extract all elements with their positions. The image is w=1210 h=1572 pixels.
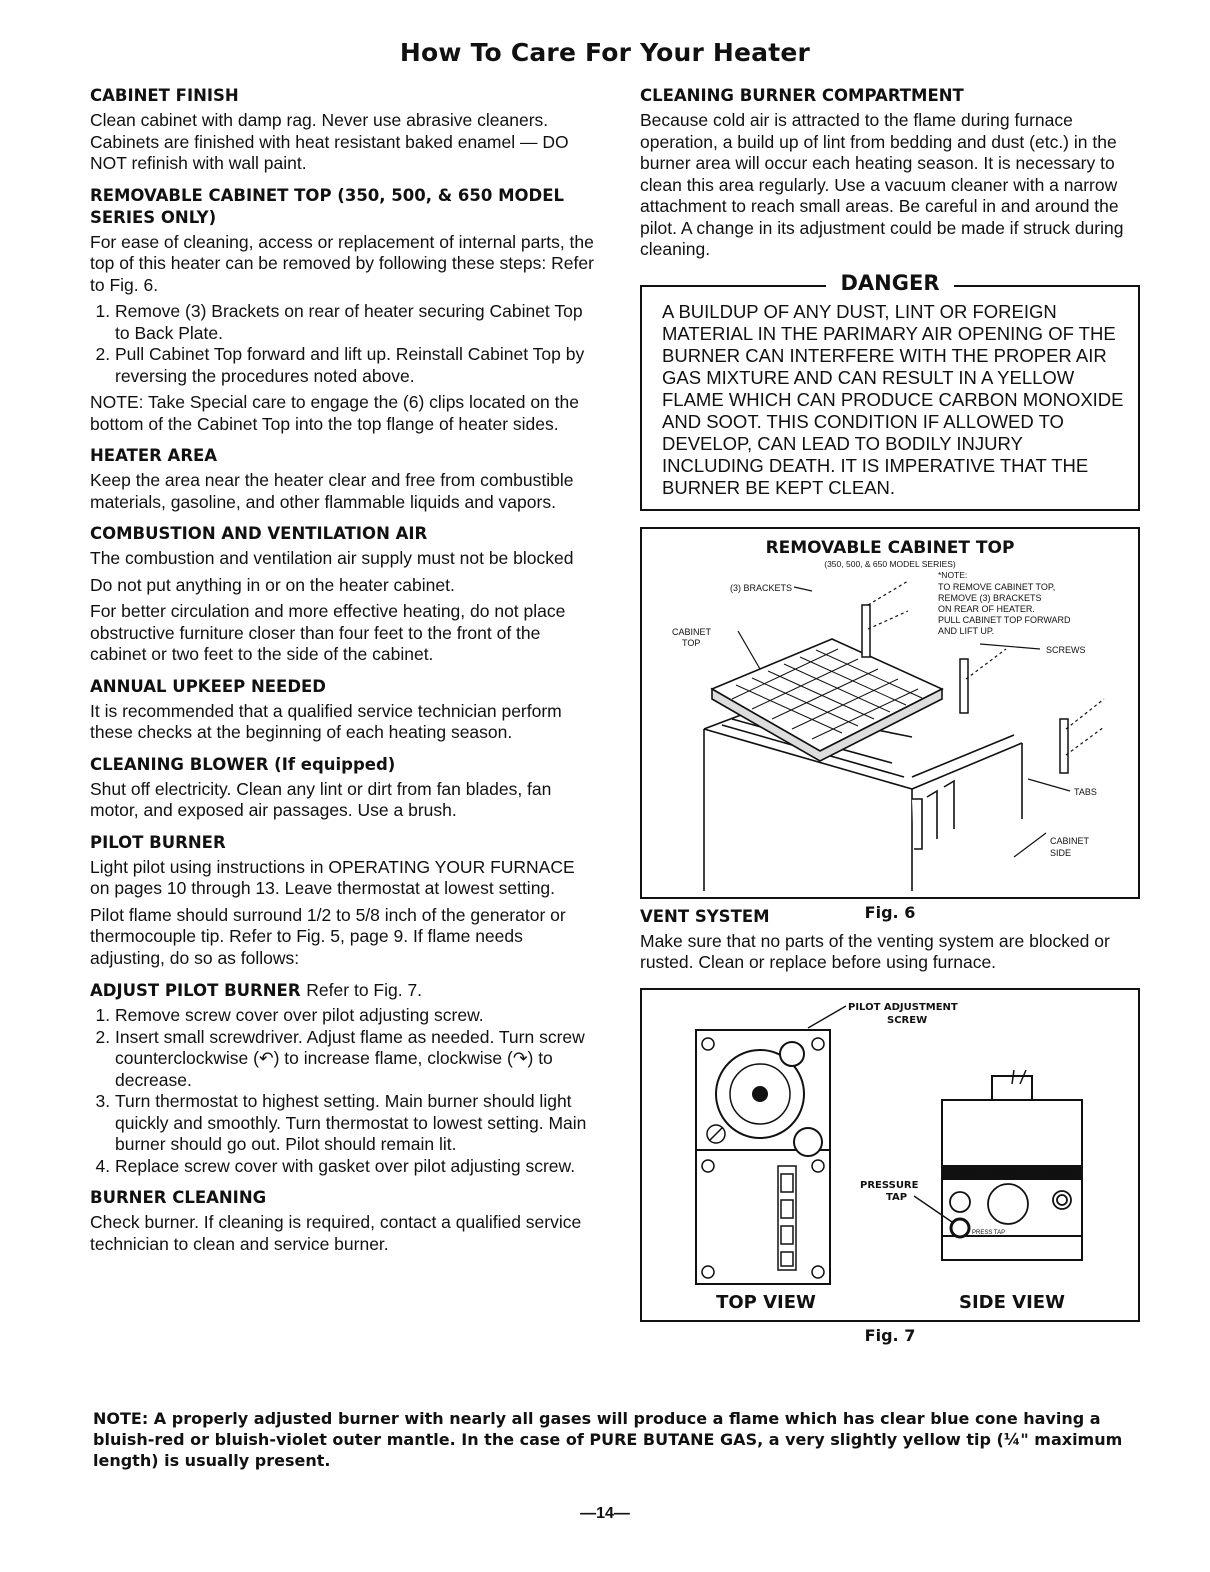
fig6-note-line: REMOVE (3) BRACKETS: [938, 592, 1042, 603]
list-item: 1. Remove screw cover over pilot adjusting screw.: [115, 1005, 598, 1027]
pilot-text-2: Pilot flame should surround 1/2 to 5/8 inch of the generator or thermocouple tip. Refer to Fig. 5, page 9. If flame needs adjusting, do so as follows:: [90, 904, 566, 968]
fig6-title: REMOVABLE CABINET TOP: [765, 537, 1015, 558]
combustion-text-2: Do not put anything in or on the heater cabinet.: [90, 574, 455, 595]
label-pilot: PILOT: [1046, 1168, 1076, 1179]
section-removable-top: [90, 185, 598, 436]
section-cleaning-blower: [90, 754, 598, 822]
label-cabinet-top-2: TOP: [682, 637, 701, 648]
fig7-caption: Fig. 7: [864, 1325, 916, 1345]
danger-text: A BUILDUP OF ANY DUST, LINT OR FOREIGN MATERIAL IN THE PARIMARY AIR OPENING OF THE BURNER CAN INTERFERE WITH THE PROPER AIR GAS MIXTURE AND CAN RESULT IN A YELLOW FLAME WHICH CAN PRODUCE CARBON MONOXIDE AND SOOT. THIS CONDITION IF ALLOWED TO DEVELOP, CAN LEAD TO BODILY INJURY INCLUDING DEATH. IT IS IMPERATIVE THAT THE BURNER BE KEPT CLEAN.: [662, 300, 1124, 498]
fig6-note-label: *NOTE:: [938, 569, 968, 580]
annual-text: It is recommended that a qualified service technician perform these checks at the beginning of each heating season.: [90, 700, 562, 742]
blower-text: Shut off electricity. Clean any lint or dirt from fan blades, fan motor, and exposed air passages. Use a brush.: [90, 778, 552, 820]
cabinet-finish-heading: CABINET FINISH: [90, 86, 239, 105]
pilot-text-1: Light pilot using instructions in OPERATING YOUR FURNACE on pages 10 through 13. Leave thermostat at lowest setting.: [90, 856, 575, 898]
annual-heading: ANNUAL UPKEEP NEEDED: [90, 676, 326, 696]
vent-text: Make sure that no parts of the venting system are blocked or rusted. Clean or replace before using furnace.: [640, 930, 1110, 972]
section-combustion: [90, 523, 598, 666]
section-adjust-pilot: [90, 979, 598, 1177]
combustion-heading: COMBUSTION AND VENTILATION AIR: [90, 524, 428, 543]
section-heater-area: [90, 445, 598, 513]
list-item: 2. Pull Cabinet Top forward and lift up. Reinstall Cabinet Top by reversing the procedures noted above.: [115, 344, 598, 387]
fig6-note-line: PULL CABINET TOP FORWARD: [938, 614, 1071, 625]
section-cabinet-finish: [90, 85, 598, 175]
adjust-steps: [90, 1005, 598, 1177]
label-vent: VENT: [960, 1168, 987, 1179]
label-brackets: (3) BRACKETS: [730, 582, 793, 593]
top-view-label: TOP VIEW: [716, 1291, 816, 1313]
list-item: 3. Turn thermostat to highest setting. Main burner should light quickly and smoothly. Turn thermostat to lowest setting. Main burner should go out. Pilot should remain lit.: [115, 1091, 598, 1156]
gas-valve-diagram: [642, 990, 1138, 1316]
right-column: [640, 85, 1140, 1351]
combustion-text-1: The combustion and ventilation air supply must not be blocked: [90, 548, 574, 568]
fig6-subtitle: (350, 500, & 650 MODEL SERIES): [824, 558, 956, 569]
side-view-label: SIDE VIEW: [959, 1291, 1065, 1313]
list-item: 1. Remove (3) Brackets on rear of heater securing Cabinet Top to Back Plate.: [115, 301, 598, 344]
section-cleaning-compartment: [640, 85, 1140, 261]
burner-cleaning-heading: BURNER CLEANING: [90, 1188, 267, 1207]
section-pilot-burner: [90, 832, 598, 970]
label-cabinet-side-2: SIDE: [1050, 847, 1072, 858]
fig6-note-line: AND LIFT UP.: [938, 625, 995, 636]
heater-area-heading: HEATER AREA: [90, 446, 218, 465]
page-title: How To Care For Your Heater: [399, 38, 811, 67]
fig6-caption: Fig. 6: [864, 902, 916, 922]
page-number: —14—: [580, 1505, 630, 1522]
removable-top-heading: REMOVABLE CABINET TOP (350, 500, & 650 MODEL SERIES ONLY): [90, 185, 564, 227]
adjust-heading-label: ADJUST PILOT BURNER: [90, 981, 301, 1000]
label-pressure-tap-2: TAP: [886, 1191, 908, 1203]
cabinet-top-diagram: [642, 529, 1138, 893]
label-pilot-adjustment-2: SCREW: [887, 1014, 928, 1026]
fig6-note-line: ON REAR OF HEATER.: [938, 603, 1035, 614]
compartment-heading: CLEANING BURNER COMPARTMENT: [640, 86, 964, 105]
label-pressure-tap-1: PRESSURE: [860, 1179, 919, 1191]
label-tabs: TABS: [1074, 786, 1097, 797]
removable-top-intro: For ease of cleaning, access or replacement of internal parts, the top of this heater can be removed by following these steps: Refer to Fig. 6.: [90, 231, 594, 295]
left-column: [90, 85, 598, 1265]
compartment-text: Because cold air is attracted to the flame during furnace operation, a build up of lint from bedding and dust (etc.) in the burner area will occur each heating season. It is necessary to clean this area regularly. Use a vacuum cleaner with a narrow attachment to reach small areas. Be careful in and around the pilot. A change in its adjustment could be made if struck during cleaning.: [640, 110, 1124, 259]
vent-heading: VENT SYSTEM: [640, 906, 770, 926]
figure-6-removable-cabinet-top: [640, 527, 1140, 899]
danger-box: [640, 270, 1140, 511]
section-burner-cleaning: [90, 1187, 598, 1255]
removable-top-steps: [90, 301, 598, 387]
adjust-ref: Refer to Fig. 7.: [306, 980, 423, 1000]
danger-title: DANGER: [826, 271, 953, 295]
list-item: 4. Replace screw cover with gasket over pilot adjusting screw.: [115, 1156, 598, 1178]
burner-cleaning-text: Check burner. If cleaning is required, contact a qualified service technician to clean and service burner.: [90, 1212, 582, 1254]
blower-heading: CLEANING BLOWER (If equipped): [90, 754, 396, 774]
label-screws: SCREWS: [1046, 644, 1086, 655]
fig6-note-line: TO REMOVE CABINET TOP,: [938, 581, 1056, 592]
pilot-heading: PILOT BURNER: [90, 832, 226, 852]
removable-top-note: NOTE: Take Special care to engage the (6) clips located on the bottom of the Cabinet Top into the top flange of heater sides.: [90, 392, 579, 434]
section-annual-upkeep: [90, 676, 598, 744]
label-outlet: OUTLET: [992, 1168, 1032, 1179]
combustion-text-3: For better circulation and more effective heating, do not place obstructive furniture closer than four feet to the front of the cabinet or two feet to the side of the cabinet.: [90, 601, 566, 664]
label-cabinet-top-1: CABINET: [672, 626, 712, 637]
cabinet-finish-text: Clean cabinet with damp rag. Never use abrasive cleaners. Cabinets are finished with heat resistant baked enamel — DO NOT refinish with wall paint.: [90, 110, 569, 173]
list-item: 2. Insert small screwdriver. Adjust flame as needed. Turn screw counterclockwise (↶) to increase flame, clockwise (↷) to decrease.: [115, 1027, 598, 1092]
figure-7-gas-valve: [640, 988, 1140, 1322]
heater-area-text: Keep the area near the heater clear and free from combustible materials, gasoline, and other flammable liquids and vapors.: [90, 470, 574, 512]
bottom-note: NOTE: A properly adjusted burner with nearly all gases will produce a flame which has clear blue cone having a bluish-red or bluish-violet outer mantle. In the case of PURE BUTANE GAS, a very slightly yellow tip (¼" maximum length) is usually present.: [93, 1409, 1123, 1470]
label-cabinet-side-1: CABINET: [1050, 835, 1090, 846]
label-pilot-adjustment-1: PILOT ADJUSTMENT: [848, 1001, 958, 1013]
adjust-heading: [90, 979, 598, 1002]
label-press-tap: PRESS TAP: [972, 1229, 1006, 1236]
